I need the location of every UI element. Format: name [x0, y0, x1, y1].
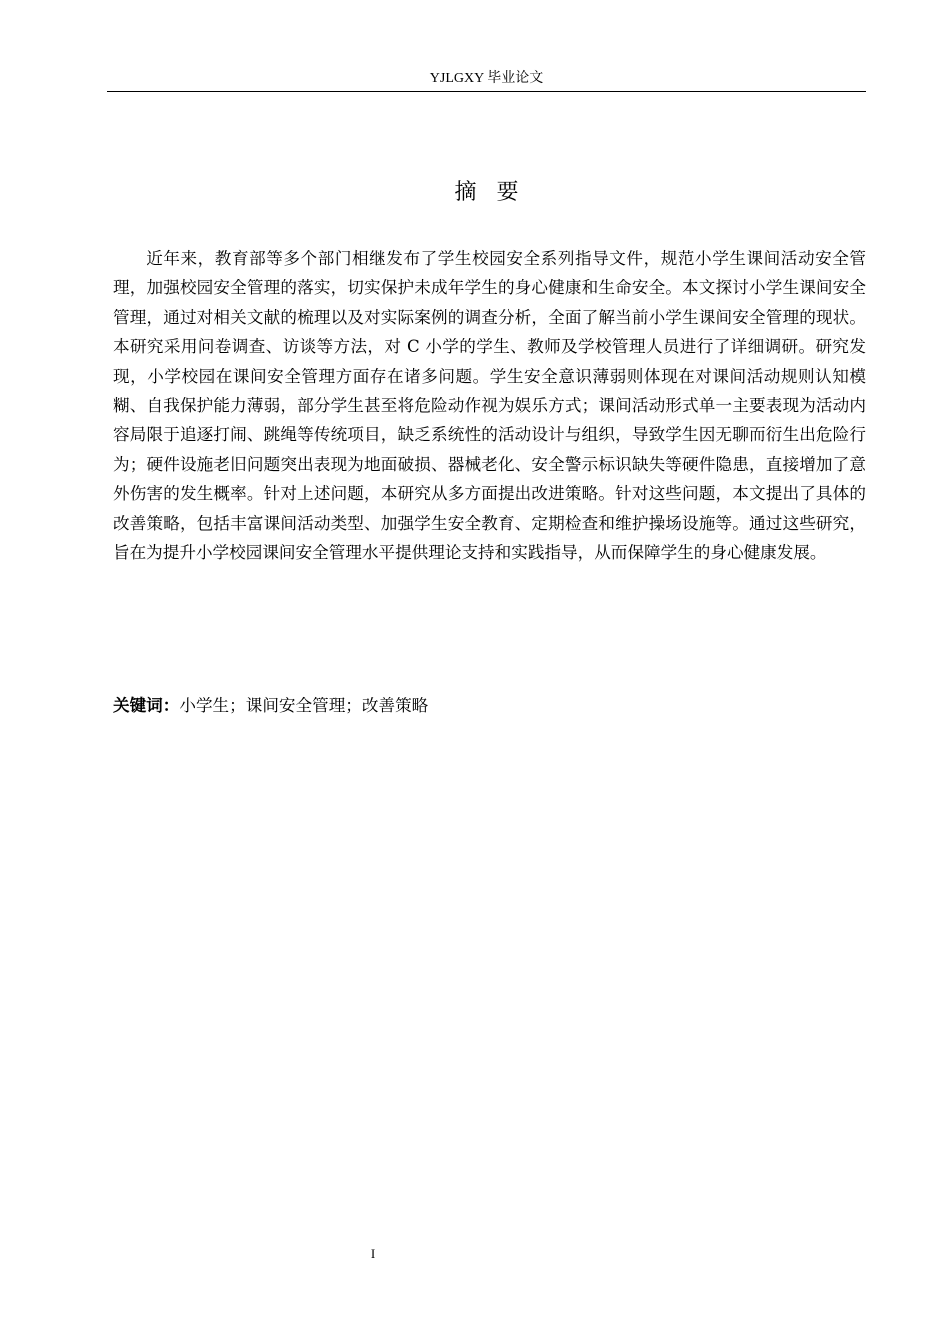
abstract-title: 摘要 [454, 180, 539, 205]
keywords-line [113, 691, 866, 720]
abstract-body: 近年来，教育部等多个部门相继发布了学生校园安全系列指导文件，规范小学生课间活动安全管理，加强校园安全管理的落实，切实保护未成年学生的身心健康和生命安全。本文探讨小学生课间安全管理，通过对相关文献的梳理以及对实际案例的调查分析，全面了解当前小学生课间安全管理的现状。本研究采用问卷调查、访谈等方法，对 C 小学的学生、教师及学校管理人员进行了详细调研。研究发现，小学校园在课间安全管理方面存在诸多问题。学生安全意识薄弱则体现在对课间活动规则认知模糊、自我保护能力薄弱，部分学生甚至将危险动作视为娱乐方式；课间活动形式单一主要表现为活动内容局限于追逐打闹、跳绳等传统项目，缺乏系统性的活动设计与组织，导致学生因无聊而衍生出危险行为；硬件设施老旧问题突出表现为地面破损、器械老化、安全警示标识缺失等硬件隐患，直接增加了意外伤害的发生概率。针对上述问题，本研究从多方面提出改进策略。针对这些问题，本文提出了具体的改善策略，包括丰富课间活动类型、加强学生安全教育、定期检查和维护操场设施等。通过这些研究，旨在为提升小学校园课间安全管理水平提供理论支持和实践指导，从而保障学生的身心健康发展。 [113, 249, 866, 563]
page-number: I [370, 1246, 376, 1261]
running-header: YJLGXY 毕业论文 [429, 71, 544, 86]
keywords-value: 小学生；课间安全管理；改善策略 [179, 696, 429, 715]
keywords-label: 关键词： [113, 696, 180, 715]
header-divider [107, 91, 866, 92]
